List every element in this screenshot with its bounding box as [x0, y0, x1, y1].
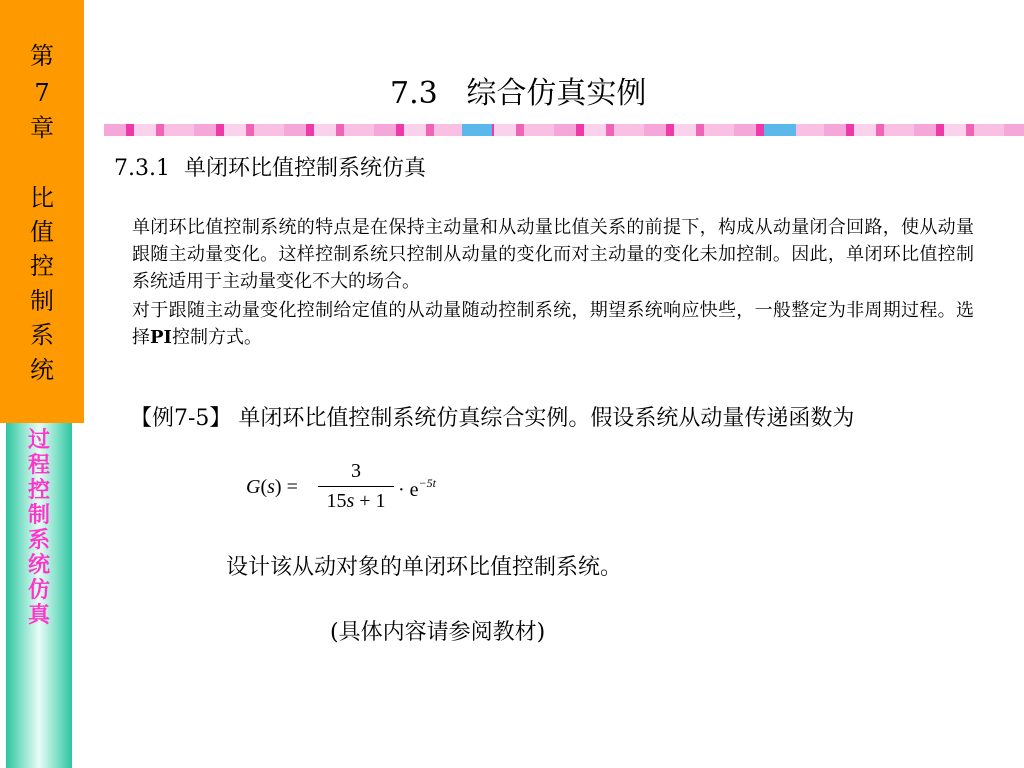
course-title-char: 统	[27, 553, 50, 578]
paragraph-tuning-text: 对于跟随主动量变化控制给定值的从动量随动控制系统，期望系统响应快些，一般整定为非周期过程。选择	[132, 300, 974, 348]
paragraph-intro: 单闭环比值控制系统的特点是在保持主动量和从动量比值关系的前提下，构成从动量闭合回路，使从动量跟随主动量变化。这样控制系统只控制从动量的变化而对主动量的变化未加控制。因此，单闭环比值控制系统适用于主动量变化不大的场合。	[132, 217, 974, 292]
formula-paren: (	[260, 476, 268, 498]
subsection-title: 7.3.1 单闭环比值控制系统仿真	[114, 156, 426, 181]
pi-term: PI	[150, 327, 172, 348]
formula-delay-term	[398, 476, 436, 502]
formula-den-const: + 1	[354, 490, 386, 512]
formula-exp-base: · e	[398, 479, 419, 501]
course-title-char: 程	[27, 453, 50, 478]
formula-s: s	[267, 476, 275, 498]
course-title-vertical	[6, 428, 72, 628]
design-instruction: 设计该从动对象的单闭环比值控制系统。	[226, 555, 623, 580]
chapter-char: 第	[30, 42, 54, 70]
formula-equals: =	[281, 476, 303, 498]
formula-g: G	[246, 476, 261, 498]
formula-den-s: s	[346, 490, 355, 512]
formula-fraction	[318, 458, 394, 515]
course-title-char: 过	[27, 428, 50, 453]
course-title-char: 系	[27, 528, 50, 553]
chapter-label-box	[0, 0, 84, 423]
formula-lhs	[246, 476, 303, 499]
paragraph-tuning	[132, 297, 974, 351]
formula-exponent: −5t	[418, 476, 436, 490]
formula-paren: )	[274, 476, 282, 498]
chapter-char: 制	[30, 287, 54, 315]
chapter-char: 值	[30, 218, 54, 246]
chapter-char: 7	[34, 79, 50, 107]
course-title-char: 真	[27, 603, 50, 628]
divider-accent	[462, 124, 492, 136]
example-statement: 【例7-5】 单闭环比值控制系统仿真综合实例。假设系统从动量传递函数为	[130, 406, 855, 431]
course-title-char: 制	[27, 503, 50, 528]
course-title-char: 控	[27, 478, 50, 503]
chapter-char: 比	[30, 184, 54, 212]
formula-den-coef: 15	[326, 490, 347, 512]
chapter-char: 章	[30, 114, 54, 142]
chapter-char: 系	[30, 321, 54, 349]
divider-accent	[764, 124, 796, 136]
course-title-char: 仿	[27, 578, 50, 603]
decorative-divider-band	[104, 124, 1024, 136]
transfer-function-formula	[246, 458, 466, 522]
paragraph-tuning-suffix: 控制方式。	[171, 327, 262, 348]
formula-numerator: 3	[351, 460, 361, 482]
section-title: 7.3 综合仿真实例	[390, 76, 647, 111]
textbook-reference-note: (具体内容请参阅教材)	[330, 620, 546, 645]
chapter-char: 统	[30, 356, 54, 384]
formula-denominator	[318, 487, 394, 515]
chapter-char: 控	[30, 252, 54, 280]
